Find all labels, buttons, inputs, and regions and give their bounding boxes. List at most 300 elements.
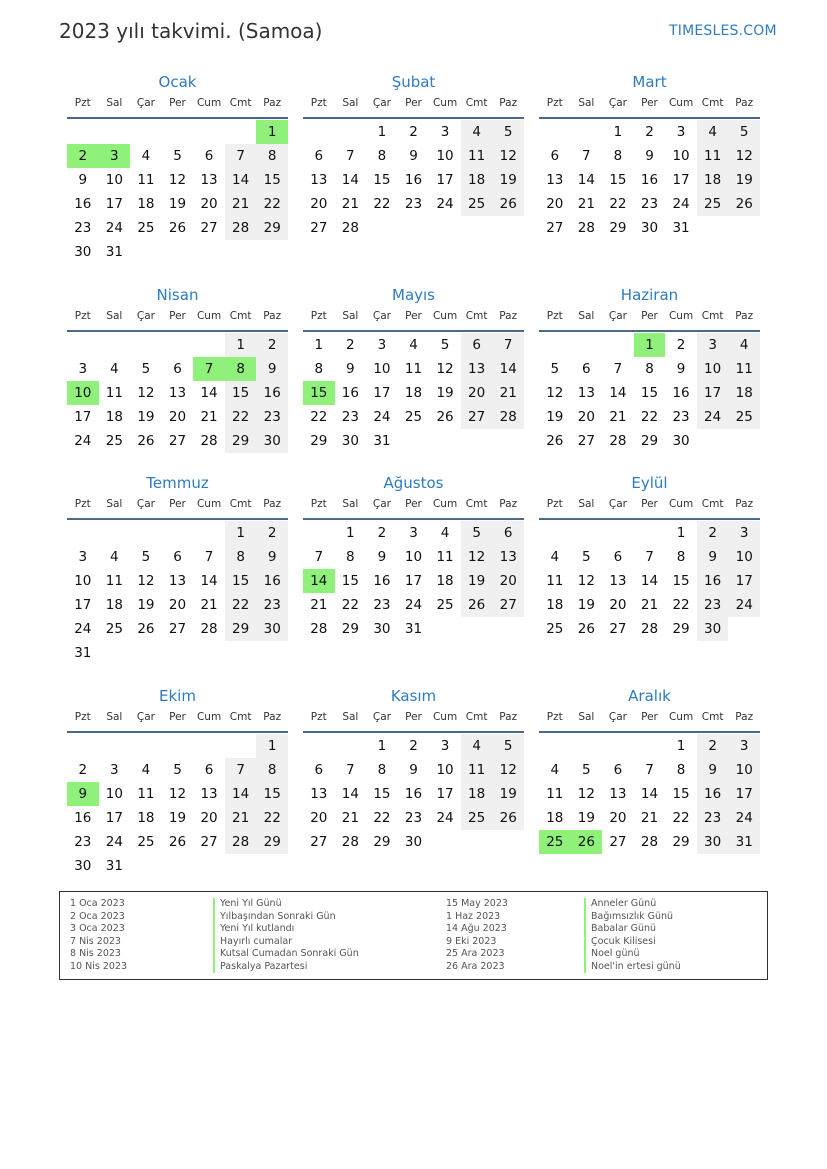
day-cell: 24 <box>728 806 760 830</box>
month-name: Mart <box>632 73 667 91</box>
day-cell: 6 <box>613 549 623 565</box>
day-cell: 23 <box>256 593 288 617</box>
day-cell: 18 <box>137 810 155 826</box>
day-cell: 16 <box>74 196 92 212</box>
day-cell: 17 <box>373 385 391 401</box>
day-cell: 26 <box>168 834 187 850</box>
day-cell: 6 <box>204 762 214 778</box>
day-cell: 28 <box>640 621 659 637</box>
weekday-label: Cmt <box>701 310 724 322</box>
day-cell: 9 <box>256 545 288 569</box>
day-cell: 22 <box>310 409 328 425</box>
day-cell: 13 <box>168 385 187 401</box>
day-cell: 30 <box>404 834 423 850</box>
day-cell: 4 <box>110 361 119 377</box>
day-cell: 25 <box>137 834 155 850</box>
day-cell: 3 <box>78 549 88 565</box>
day-cell: 12 <box>168 786 187 802</box>
legend-holiday-name: Noel günü <box>584 948 681 961</box>
weekday-label: Pzt <box>74 711 91 723</box>
day-cell: 17 <box>404 573 423 589</box>
weekday-label: Cmt <box>229 97 252 109</box>
day-cell: 4 <box>728 333 760 357</box>
day-cell: 13 <box>200 172 218 188</box>
weekday-label: Cmt <box>229 310 252 322</box>
day-cell: 20 <box>492 569 524 593</box>
day-cell: 16 <box>341 385 359 401</box>
day-cell: 12 <box>492 144 524 168</box>
day-cell: 20 <box>168 597 187 613</box>
day-cell: 2 <box>409 124 418 140</box>
weekday-label: Pzt <box>74 310 91 322</box>
legend-date: 2 Oca 2023 <box>70 910 125 922</box>
legend-holiday-name: Yılbaşından Sonraki Gün <box>213 911 359 924</box>
day-cell: 19 <box>137 597 155 613</box>
weekday-header <box>539 97 760 119</box>
day-cell: 7 <box>492 333 524 357</box>
day-cell: 28 <box>225 216 257 240</box>
weekday-header <box>303 310 524 332</box>
day-cell: 31 <box>105 244 123 260</box>
month-name: Ekim <box>159 687 196 705</box>
weekday-label: Çar <box>136 498 155 510</box>
day-cell: 22 <box>672 597 690 613</box>
legend-left-dates <box>70 898 127 973</box>
legend-left-names <box>213 898 359 973</box>
day-cell: 23 <box>640 196 659 212</box>
weekday-label: Çar <box>608 310 627 322</box>
legend-holiday-name: Yeni Yıl Günü <box>213 898 359 911</box>
brand-link[interactable]: TIMESLES.COM <box>669 23 777 39</box>
day-cell: 8 <box>314 361 324 377</box>
day-cell: 5 <box>141 361 151 377</box>
day-cell: 16 <box>74 810 92 826</box>
legend-date: 14 Ağu 2023 <box>446 923 507 934</box>
day-cell: 21 <box>200 409 218 425</box>
day-cell: 25 <box>105 621 123 637</box>
day-cell: 1 <box>377 738 387 754</box>
day-cell: 2 <box>256 333 288 357</box>
day-cell: 5 <box>492 734 524 758</box>
holiday-day-cell: 1 <box>256 120 288 144</box>
day-cell: 3 <box>377 337 387 353</box>
weekday-label: Çar <box>372 97 391 109</box>
day-cell: 29 <box>225 617 257 641</box>
weekday-label: Sal <box>342 310 359 322</box>
day-cell: 29 <box>310 433 328 449</box>
weekday-label: Paz <box>499 310 518 322</box>
weekday-label: Sal <box>578 711 595 723</box>
day-cell: 31 <box>404 621 423 637</box>
day-cell: 9 <box>256 357 288 381</box>
day-cell: 1 <box>225 521 257 545</box>
weekday-label: Paz <box>263 97 282 109</box>
day-cell: 7 <box>582 148 591 164</box>
day-cell: 4 <box>141 762 151 778</box>
weekday-label: Cum <box>432 498 458 510</box>
weekday-label: Çar <box>136 711 155 723</box>
day-cell: 16 <box>672 385 690 401</box>
day-cell: 22 <box>672 810 690 826</box>
day-cell: 25 <box>546 621 564 637</box>
legend-holiday-name: Paskalya Pazartesi <box>213 961 359 974</box>
day-cell: 6 <box>492 521 524 545</box>
legend-right-names <box>584 898 681 973</box>
day-cell: 12 <box>492 758 524 782</box>
day-cell: 6 <box>314 762 324 778</box>
weekday-header <box>303 711 524 733</box>
weekday-label: Paz <box>499 711 518 723</box>
legend-date: 1 Oca 2023 <box>70 898 125 909</box>
day-cell: 8 <box>377 148 387 164</box>
day-cell: 6 <box>550 148 560 164</box>
day-cell: 10 <box>672 148 690 164</box>
day-cell: 1 <box>256 734 288 758</box>
day-cell: 17 <box>74 597 92 613</box>
day-cell: 3 <box>728 734 760 758</box>
day-cell: 29 <box>373 834 391 850</box>
day-cell: 13 <box>546 172 564 188</box>
day-cell: 30 <box>74 244 92 260</box>
day-cell: 27 <box>609 834 627 850</box>
holiday-day-cell: 26 <box>571 830 603 854</box>
day-cell: 13 <box>577 385 595 401</box>
day-cell: 16 <box>697 569 729 593</box>
weekday-label: Sal <box>578 97 595 109</box>
day-cell: 15 <box>640 385 659 401</box>
weekday-label: Pzt <box>310 97 327 109</box>
day-cell: 2 <box>697 521 729 545</box>
day-cell: 5 <box>173 148 182 164</box>
weekday-label: Cmt <box>465 498 488 510</box>
day-cell: 23 <box>256 405 288 429</box>
day-cell: 28 <box>341 834 359 850</box>
day-cell: 26 <box>168 220 187 236</box>
weekday-label: Paz <box>263 711 282 723</box>
weekday-label: Cmt <box>465 97 488 109</box>
day-cell: 18 <box>697 168 729 192</box>
day-cell: 24 <box>373 409 391 425</box>
weekday-header <box>303 498 524 520</box>
day-cell: 22 <box>373 196 391 212</box>
day-cell: 4 <box>110 549 119 565</box>
weekday-label: Cum <box>432 711 458 723</box>
day-cell: 15 <box>256 168 288 192</box>
day-cell: 14 <box>640 786 659 802</box>
day-cell: 2 <box>676 337 686 353</box>
day-cell: 17 <box>436 786 454 802</box>
day-cell: 14 <box>577 172 595 188</box>
day-cell: 26 <box>492 192 524 216</box>
day-cell: 29 <box>225 429 257 453</box>
day-cell: 4 <box>141 148 151 164</box>
day-cell: 16 <box>256 381 288 405</box>
legend-holiday-name: Kutsal Cumadan Sonraki Gün <box>213 948 359 961</box>
weekday-label: Pzt <box>546 310 563 322</box>
day-cell: 25 <box>697 192 729 216</box>
weekday-label: Cmt <box>701 97 724 109</box>
day-cell: 20 <box>546 196 564 212</box>
weekday-label: Per <box>405 711 422 723</box>
day-cell: 24 <box>74 433 92 449</box>
day-cell: 14 <box>341 172 359 188</box>
day-cell: 12 <box>137 385 155 401</box>
day-cell: 5 <box>492 120 524 144</box>
day-cell: 18 <box>436 573 454 589</box>
day-cell: 19 <box>137 409 155 425</box>
legend-date: 8 Nis 2023 <box>70 948 121 959</box>
weekday-label: Cmt <box>229 498 252 510</box>
day-cell: 11 <box>461 144 493 168</box>
weekday-label: Pzt <box>310 711 327 723</box>
holiday-day-cell: 25 <box>539 830 571 854</box>
day-cell: 9 <box>377 549 387 565</box>
weekday-label: Paz <box>735 711 754 723</box>
weekday-label: Çar <box>608 498 627 510</box>
day-cell: 5 <box>173 762 182 778</box>
day-cell: 22 <box>373 810 391 826</box>
day-cell: 23 <box>697 806 729 830</box>
day-cell: 19 <box>461 569 493 593</box>
day-cell: 16 <box>373 573 391 589</box>
day-cell: 16 <box>404 786 423 802</box>
day-cell: 12 <box>577 786 595 802</box>
day-cell: 29 <box>640 433 659 449</box>
month-name: Temmuz <box>146 474 209 492</box>
day-cell: 23 <box>373 597 391 613</box>
day-cell: 10 <box>105 786 123 802</box>
weekday-header <box>67 711 288 733</box>
weekday-label: Cum <box>196 310 222 322</box>
day-cell: 15 <box>672 573 690 589</box>
legend-holiday-name: Hayırlı cumalar <box>213 936 359 949</box>
day-cell: 2 <box>697 734 729 758</box>
day-cell: 9 <box>346 361 355 377</box>
day-cell: 19 <box>168 810 187 826</box>
day-cell: 12 <box>546 385 564 401</box>
day-cell: 5 <box>141 549 151 565</box>
day-cell: 23 <box>404 196 423 212</box>
day-cell: 2 <box>409 738 418 754</box>
day-cell: 30 <box>697 830 729 854</box>
day-cell: 11 <box>436 549 454 565</box>
day-cell: 15 <box>341 573 359 589</box>
day-cell: 4 <box>550 549 560 565</box>
day-cell: 27 <box>200 834 218 850</box>
holiday-day-cell: 1 <box>634 333 666 357</box>
weekday-header <box>67 97 288 119</box>
day-cell: 21 <box>341 810 359 826</box>
day-cell: 31 <box>105 858 123 874</box>
legend-holiday-name: Noel'in ertesi günü <box>584 961 681 974</box>
day-cell: 6 <box>461 333 493 357</box>
month-name: Ağustos <box>383 474 444 492</box>
day-cell: 14 <box>200 573 218 589</box>
day-cell: 21 <box>225 806 257 830</box>
day-cell: 29 <box>256 216 288 240</box>
day-cell: 17 <box>105 196 123 212</box>
weekday-label: Paz <box>499 498 518 510</box>
day-cell: 14 <box>609 385 627 401</box>
holiday-day-cell: 14 <box>303 569 335 593</box>
day-cell: 13 <box>310 172 328 188</box>
day-cell: 11 <box>728 357 760 381</box>
day-cell: 5 <box>461 521 493 545</box>
day-cell: 14 <box>200 385 218 401</box>
day-cell: 23 <box>341 409 359 425</box>
weekday-label: Pzt <box>74 97 91 109</box>
day-cell: 9 <box>697 758 729 782</box>
day-cell: 10 <box>404 549 423 565</box>
day-cell: 24 <box>672 196 690 212</box>
legend-date: 9 Eki 2023 <box>446 935 497 947</box>
holiday-day-cell: 10 <box>67 381 99 405</box>
day-cell: 11 <box>105 385 123 401</box>
day-cell: 12 <box>168 172 187 188</box>
day-cell: 5 <box>582 762 591 778</box>
weekday-label: Sal <box>106 310 123 322</box>
day-cell: 11 <box>404 361 423 377</box>
weekday-label: Çar <box>372 711 391 723</box>
day-cell: 8 <box>676 762 686 778</box>
weekday-label: Cum <box>668 97 694 109</box>
day-cell: 28 <box>200 621 218 637</box>
weekday-header <box>539 711 760 733</box>
day-cell: 24 <box>105 834 123 850</box>
day-cell: 9 <box>676 361 686 377</box>
day-cell: 27 <box>577 433 595 449</box>
day-cell: 19 <box>492 168 524 192</box>
month-name: Kasım <box>390 687 437 705</box>
day-cell: 2 <box>78 762 88 778</box>
day-cell: 26 <box>577 621 595 637</box>
weekday-label: Per <box>169 310 186 322</box>
weekday-label: Cmt <box>465 711 488 723</box>
weekday-label: Çar <box>608 97 627 109</box>
day-cell: 1 <box>676 525 686 541</box>
day-cell: 4 <box>550 762 560 778</box>
day-cell: 24 <box>697 405 729 429</box>
day-cell: 7 <box>613 361 623 377</box>
day-cell: 9 <box>78 172 88 188</box>
day-cell: 20 <box>461 381 493 405</box>
day-cell: 8 <box>256 758 288 782</box>
weekday-label: Cum <box>668 711 694 723</box>
day-cell: 23 <box>74 220 92 236</box>
holiday-legend <box>59 891 768 980</box>
day-cell: 12 <box>137 573 155 589</box>
day-cell: 27 <box>492 593 524 617</box>
day-cell: 18 <box>461 168 493 192</box>
day-cell: 11 <box>105 573 123 589</box>
day-cell: 26 <box>492 806 524 830</box>
legend-date: 26 Ara 2023 <box>446 960 505 972</box>
day-cell: 22 <box>225 405 257 429</box>
weekday-header <box>67 498 288 520</box>
day-cell: 11 <box>137 786 155 802</box>
day-cell: 15 <box>373 786 391 802</box>
day-cell: 25 <box>137 220 155 236</box>
weekday-label: Cmt <box>701 498 724 510</box>
weekday-label: Çar <box>136 310 155 322</box>
weekday-label: Cmt <box>701 711 724 723</box>
weekday-header <box>539 310 760 332</box>
weekday-label: Paz <box>735 310 754 322</box>
day-cell: 19 <box>577 597 595 613</box>
day-cell: 26 <box>546 433 564 449</box>
day-cell: 25 <box>728 405 760 429</box>
day-cell: 28 <box>640 834 659 850</box>
day-cell: 31 <box>373 433 391 449</box>
day-cell: 7 <box>225 758 257 782</box>
weekday-label: Cmt <box>229 711 252 723</box>
day-cell: 3 <box>78 361 88 377</box>
weekday-label: Per <box>641 310 658 322</box>
day-cell: 21 <box>492 381 524 405</box>
day-cell: 6 <box>204 148 214 164</box>
day-cell: 10 <box>373 361 391 377</box>
weekday-label: Paz <box>499 97 518 109</box>
day-cell: 21 <box>609 409 627 425</box>
weekday-header <box>539 498 760 520</box>
legend-holiday-name: Anneler Günü <box>584 898 681 911</box>
day-cell: 14 <box>492 357 524 381</box>
day-cell: 17 <box>74 409 92 425</box>
day-cell: 19 <box>492 782 524 806</box>
weekday-label: Cum <box>668 498 694 510</box>
day-cell: 14 <box>225 168 257 192</box>
day-cell: 29 <box>609 220 627 236</box>
day-cell: 22 <box>256 806 288 830</box>
day-cell: 19 <box>577 810 595 826</box>
day-cell: 24 <box>728 593 760 617</box>
day-cell: 16 <box>404 172 423 188</box>
day-cell: 13 <box>461 357 493 381</box>
day-cell: 8 <box>225 545 257 569</box>
day-cell: 18 <box>105 409 123 425</box>
day-cell: 18 <box>546 597 564 613</box>
day-cell: 22 <box>256 192 288 216</box>
day-cell: 2 <box>256 521 288 545</box>
month-name: Mayıs <box>392 286 435 304</box>
day-cell: 28 <box>310 621 328 637</box>
day-cell: 6 <box>613 762 623 778</box>
day-cell: 18 <box>728 381 760 405</box>
day-cell: 1 <box>676 738 686 754</box>
day-cell: 21 <box>200 597 218 613</box>
day-cell: 28 <box>341 220 359 236</box>
day-cell: 17 <box>697 381 729 405</box>
month-name: Eylül <box>631 474 668 492</box>
weekday-label: Cum <box>196 711 222 723</box>
day-cell: 30 <box>74 858 92 874</box>
day-cell: 28 <box>577 220 595 236</box>
day-cell: 8 <box>377 762 387 778</box>
day-cell: 18 <box>461 782 493 806</box>
day-cell: 18 <box>546 810 564 826</box>
day-cell: 5 <box>550 361 560 377</box>
weekday-label: Per <box>641 498 658 510</box>
day-cell: 28 <box>609 433 627 449</box>
day-cell: 8 <box>613 148 623 164</box>
day-cell: 4 <box>697 120 729 144</box>
day-cell: 22 <box>225 593 257 617</box>
day-cell: 27 <box>168 433 187 449</box>
day-cell: 4 <box>409 337 418 353</box>
day-cell: 14 <box>341 786 359 802</box>
weekday-label: Sal <box>106 711 123 723</box>
weekday-label: Pzt <box>74 498 91 510</box>
